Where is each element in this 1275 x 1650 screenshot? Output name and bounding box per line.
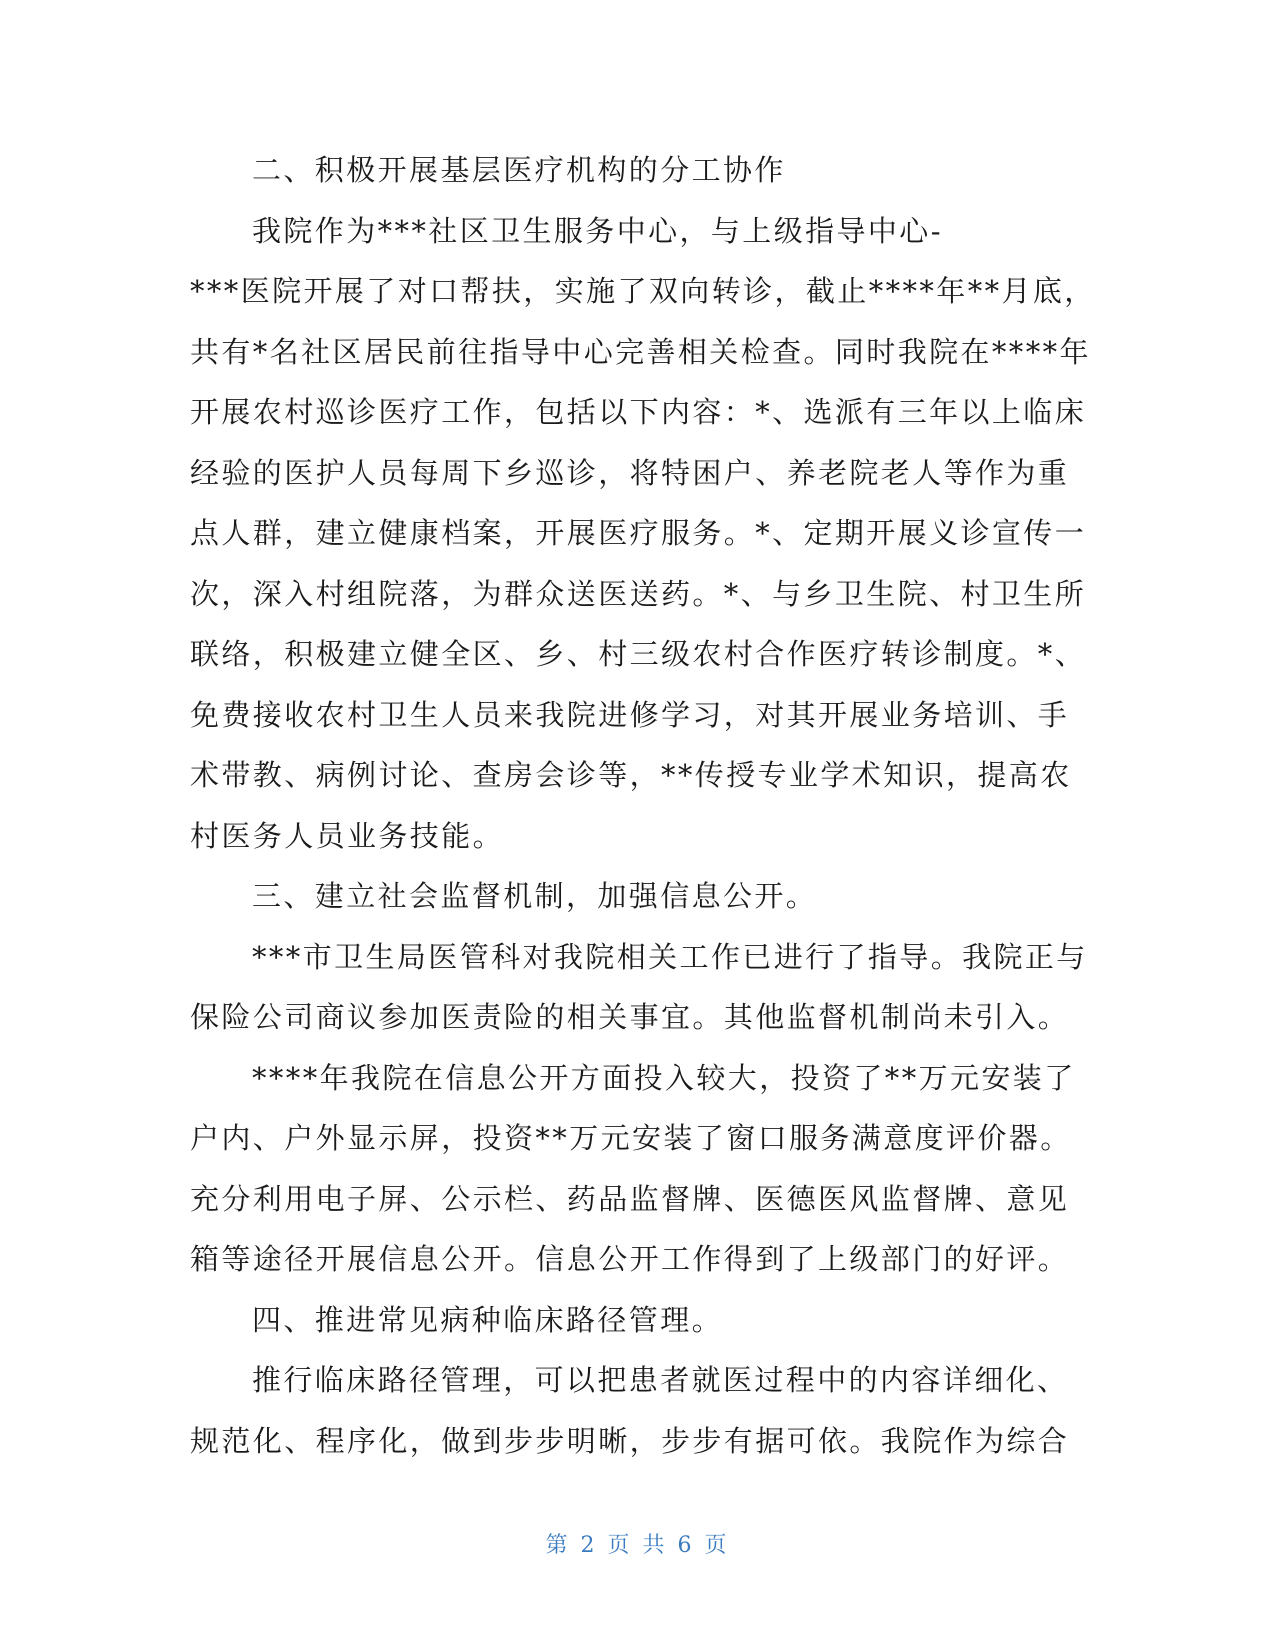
- text-line: 保险公司商议参加医责险的相关事宜。其他监督机制尚未引入。: [190, 1000, 1070, 1034]
- text-line: 户内、户外显示屏，投资**万元安装了窗口服务满意度评价器。: [190, 1121, 1072, 1155]
- text-line: 二、积极开展基层医疗机构的分工协作: [252, 153, 786, 187]
- text-line: 推行临床路径管理，可以把患者就医过程中的内容详细化、: [252, 1363, 1069, 1397]
- text-line: 充分利用电子屏、公示栏、药品监督牌、医德医风监督牌、意见: [190, 1181, 1070, 1216]
- text-line: 开展农村巡诊医疗工作，包括以下内容：*、选派有三年以上临床: [190, 395, 1087, 429]
- text-line: 规范化、程序化，做到步步明晰，步步有据可依。我院作为综合: [190, 1423, 1070, 1458]
- text-line: 免费接收农村卫生人员来我院进修学习，对其开展业务培训、手: [190, 697, 1070, 732]
- text-line: 箱等途径开展信息公开。信息公开工作得到了上级部门的好评。: [190, 1242, 1070, 1276]
- text-line: 四、推进常见病种临床路径管理。: [252, 1302, 724, 1337]
- text-line: 村医务人员业务技能。: [190, 818, 505, 853]
- text-line: ***医院开展了对口帮扶，实施了双向转诊，截止****年**月底，: [190, 274, 1096, 308]
- text-line: ****年我院在信息公开方面投入较大，投资了**万元安装了: [252, 1060, 1076, 1095]
- text-line: 联络，积极建立健全区、乡、村三级农村合作医疗转诊制度。*、: [190, 637, 1087, 671]
- document-body: [190, 148, 1096, 1479]
- text-line: 三、建立社会监督机制，加强信息公开。: [252, 879, 818, 913]
- page-number-footer: 第 2 页 共 6 页: [545, 1533, 730, 1558]
- text-line: 点人群，建立健康档案，开展医疗服务。*、定期开展义诊宣传一: [190, 516, 1087, 550]
- text-line: 次，深入村组院落，为群众送医送药。*、与乡卫生院、村卫生所: [190, 576, 1087, 611]
- text-line: 我院作为***社区卫生服务中心，与上级指导中心-: [252, 213, 943, 248]
- text-line: 共有*名社区居民前往指导中心完善相关检查。同时我院在****年: [190, 334, 1091, 369]
- text-line: ***市卫生局医管科对我院相关工作已进行了指导。我院正与: [252, 939, 1088, 974]
- text-line: 术带教、病例讨论、查房会诊等，**传授专业学术知识，提高农: [190, 758, 1072, 792]
- text-line: 经验的医护人员每周下乡巡诊，将特困户、养老院老人等作为重: [190, 455, 1070, 490]
